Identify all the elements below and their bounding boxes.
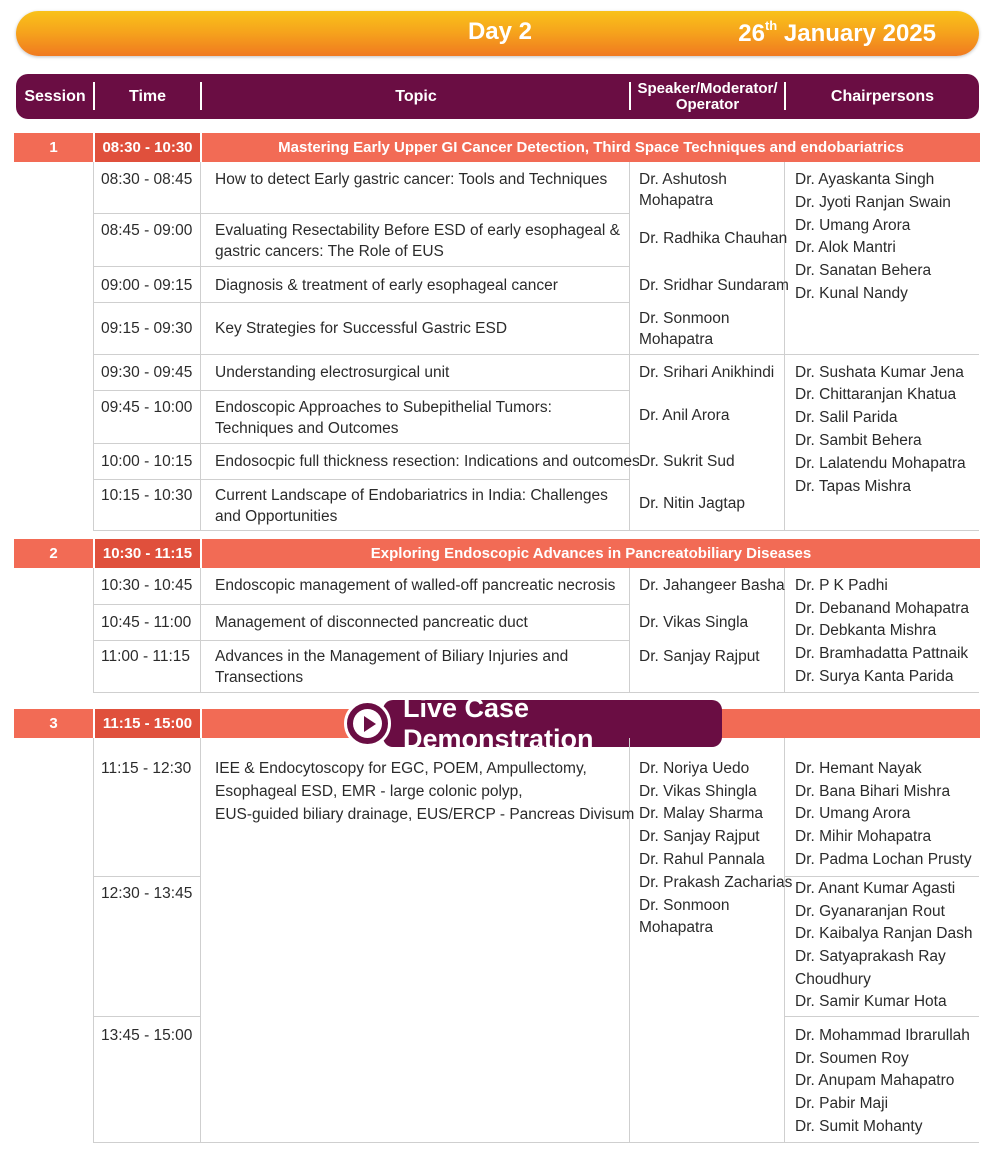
chair-name: Dr. Debkanta Mishra xyxy=(795,622,937,639)
speaker-name: Dr. Noriya Uedo xyxy=(639,760,750,777)
day-label: Day 2 xyxy=(467,18,533,45)
speaker-name: Dr. Rahul Pannala xyxy=(639,851,765,868)
grid-line xyxy=(784,876,979,877)
session-title: Live Case Demonstration xyxy=(403,692,594,754)
grid-line xyxy=(93,354,979,355)
row-topic: IEE & Endocytoscopy for EGC, POEM, Ampullectomy, xyxy=(215,760,587,777)
row-time: 09:00 - 09:15 xyxy=(101,277,193,294)
row-time: 13:45 - 15:00 xyxy=(101,1027,193,1044)
row-speaker: Dr. Sridhar Sundaram xyxy=(639,277,789,294)
chair-name: Dr. Lalatendu Mohapatra xyxy=(795,455,966,472)
row-speaker: Dr. Ashutosh Mohapatra xyxy=(639,171,727,209)
chair-name: Dr. Debanand Mohapatra xyxy=(795,600,970,617)
chair-name: Dr. Tapas Mishra xyxy=(795,478,912,495)
session-number: 2 xyxy=(49,545,58,562)
row-topic: Diagnosis & treatment of early esophageal cancer xyxy=(215,277,558,294)
date-label: 26th January 2025 xyxy=(738,18,936,47)
session-time: 10:30 - 11:15 xyxy=(93,539,202,568)
grid-line xyxy=(629,738,630,1142)
speaker-name: Dr. Sanjay Rajput xyxy=(639,828,760,845)
chair-name: Dr. Satyaprakash Ray xyxy=(795,948,946,965)
chair-name: Dr. Alok Mantri xyxy=(795,239,896,256)
session-title: Exploring Endoscopic Advances in Pancreatobiliary Diseases xyxy=(370,545,812,562)
chair-name: Dr. Sanatan Behera xyxy=(795,262,932,279)
chair-name: Dr. Sushata Kumar Jena xyxy=(795,364,964,381)
row-speaker: Dr. Sanjay Rajput xyxy=(639,648,760,665)
row-topic: Understanding electrosurgical unit xyxy=(215,364,450,381)
header-speaker: Speaker/Moderator/ Operator xyxy=(637,79,778,113)
chair-name: Dr. Samir Kumar Hota xyxy=(795,993,947,1010)
row-speaker: Dr. Vikas Singla xyxy=(639,614,749,631)
row-speaker: Dr. Anil Arora xyxy=(639,407,730,425)
grid-line xyxy=(93,738,94,1142)
grid-line xyxy=(93,640,629,641)
grid-line xyxy=(629,568,630,693)
row-topic: Esophageal ESD, EMR - large colonic polyp, xyxy=(215,783,523,800)
row-topic: How to detect Early gastric cancer: Tools and Techniques xyxy=(215,171,608,188)
session-time: 11:15 - 15:00 xyxy=(93,709,202,738)
grid-line xyxy=(93,1016,200,1017)
row-time: 09:45 - 10:00 xyxy=(101,399,193,416)
chair-name: Dr. Sumit Mohanty xyxy=(795,1118,923,1135)
grid-line xyxy=(93,213,629,214)
row-time: 11:00 - 11:15 xyxy=(101,648,191,665)
grid-line xyxy=(93,162,94,531)
grid-line xyxy=(93,604,629,605)
grid-line xyxy=(784,738,785,1142)
row-time: 09:15 - 09:30 xyxy=(101,320,193,337)
session-title: Mastering Early Upper GI Cancer Detection, Third Space Techniques and endobariatrics xyxy=(278,139,904,156)
row-topic: Management of disconnected pancreatic duct xyxy=(215,614,528,631)
chair-name: Dr. Jyoti Ranjan Swain xyxy=(795,194,951,211)
row-topic: Endoscopic management of walled-off pancreatic necrosis xyxy=(215,577,616,594)
row-time: 10:45 - 11:00 xyxy=(101,614,192,631)
grid-line xyxy=(629,162,630,531)
row-topic: Current Landscape of Endobariatrics in India: Challenges and Opportunities xyxy=(215,487,608,525)
grid-line xyxy=(93,568,94,693)
row-time: 08:30 - 08:45 xyxy=(101,171,193,188)
chair-name: Dr. Mohammad Ibrarullah xyxy=(795,1027,970,1044)
row-speaker: Dr. Radhika Chauhan xyxy=(639,230,788,248)
row-topic: Key Strategies for Successful Gastric ESD xyxy=(215,320,508,337)
chair-name: Dr. Anupam Mahapatro xyxy=(795,1072,955,1089)
chair-name: Dr. Padma Lochan Prusty xyxy=(795,851,972,868)
speaker-name: Dr. Prakash Zacharias xyxy=(639,874,793,891)
speaker-name: Mohapatra xyxy=(639,919,714,936)
row-speaker: Dr. Sonmoon Mohapatra xyxy=(639,310,730,348)
session-number: 1 xyxy=(49,139,58,156)
row-time: 09:30 - 09:45 xyxy=(101,364,193,381)
row-time: 12:30 - 13:45 xyxy=(101,885,193,902)
grid-line xyxy=(200,738,201,1142)
grid-line xyxy=(93,390,629,391)
speaker-name: Dr. Sonmoon xyxy=(639,897,730,914)
grid-line xyxy=(93,479,629,480)
chair-name: Dr. Ayaskanta Singh xyxy=(795,171,935,188)
chair-name: Dr. P K Padhi xyxy=(795,577,888,594)
speaker-name: Dr. Malay Sharma xyxy=(639,805,764,822)
header-time: Time xyxy=(128,87,167,105)
grid-line xyxy=(93,876,200,877)
grid-line xyxy=(93,1142,979,1143)
header-topic: Topic xyxy=(395,87,437,105)
chair-name: Choudhury xyxy=(795,971,871,988)
chair-name: Dr. Sambit Behera xyxy=(795,432,922,449)
row-topic: Endoscopic Approaches to Subepithelial Tumors: Techniques and Outcomes xyxy=(215,399,552,437)
chair-name: Dr. Mihir Mohapatra xyxy=(795,828,932,845)
chair-name: Dr. Anant Kumar Agasti xyxy=(795,880,956,897)
header-session: Session xyxy=(24,87,86,105)
play-icon xyxy=(344,700,391,747)
chair-name: Dr. Bana Bihari Mishra xyxy=(795,783,951,800)
chair-name: Dr. Surya Kanta Parida xyxy=(795,668,954,685)
chair-name: Dr. Gyanaranjan Rout xyxy=(795,903,945,920)
grid-line xyxy=(200,568,201,693)
row-topic: Evaluating Resectability Before ESD of early esophageal & gastric cancers: The Role of EUS xyxy=(215,222,620,260)
chair-name: Dr. Umang Arora xyxy=(795,805,911,822)
grid-line xyxy=(93,443,629,444)
row-speaker: Dr. Sukrit Sud xyxy=(639,453,735,470)
chair-name: Dr. Kunal Nandy xyxy=(795,285,908,302)
row-topic: Advances in the Management of Biliary Injuries and Transections xyxy=(215,648,569,686)
chair-name: Dr. Umang Arora xyxy=(795,217,911,234)
chair-name: Dr. Bramhadatta Pattnaik xyxy=(795,645,969,662)
chair-name: Dr. Hemant Nayak xyxy=(795,760,922,777)
session-number: 3 xyxy=(49,715,58,732)
chair-name: Dr. Pabir Maji xyxy=(795,1095,889,1112)
chair-name: Dr. Kaibalya Ranjan Dash xyxy=(795,925,973,942)
header-chairpersons: Chairpersons xyxy=(830,87,935,105)
row-time: 10:00 - 10:15 xyxy=(101,453,193,470)
grid-line xyxy=(93,266,629,267)
grid-line xyxy=(93,302,629,303)
chair-name: Dr. Chittaranjan Khatua xyxy=(795,386,957,403)
row-time: 10:30 - 10:45 xyxy=(101,577,193,594)
grid-line xyxy=(93,530,979,531)
grid-line xyxy=(784,1016,979,1017)
row-time: 10:15 - 10:30 xyxy=(101,487,193,504)
speaker-name: Dr. Vikas Shingla xyxy=(639,783,757,800)
row-time: 08:45 - 09:00 xyxy=(101,222,193,239)
row-topic: EUS-guided biliary drainage, EUS/ERCP - Pancreas Divisum xyxy=(215,806,635,823)
row-time: 11:15 - 12:30 xyxy=(101,760,192,777)
session-time: 08:30 - 10:30 xyxy=(93,133,202,162)
row-topic: Endosocpic full thickness resection: Indications and outcomes xyxy=(215,453,640,470)
row-speaker: Dr. Nitin Jagtap xyxy=(639,495,745,513)
chair-name: Dr. Salil Parida xyxy=(795,409,898,426)
chair-name: Dr. Soumen Roy xyxy=(795,1050,909,1067)
row-speaker: Dr. Jahangeer Basha xyxy=(639,577,785,594)
grid-line xyxy=(200,162,201,531)
row-speaker: Dr. Srihari Anikhindi xyxy=(639,364,775,381)
